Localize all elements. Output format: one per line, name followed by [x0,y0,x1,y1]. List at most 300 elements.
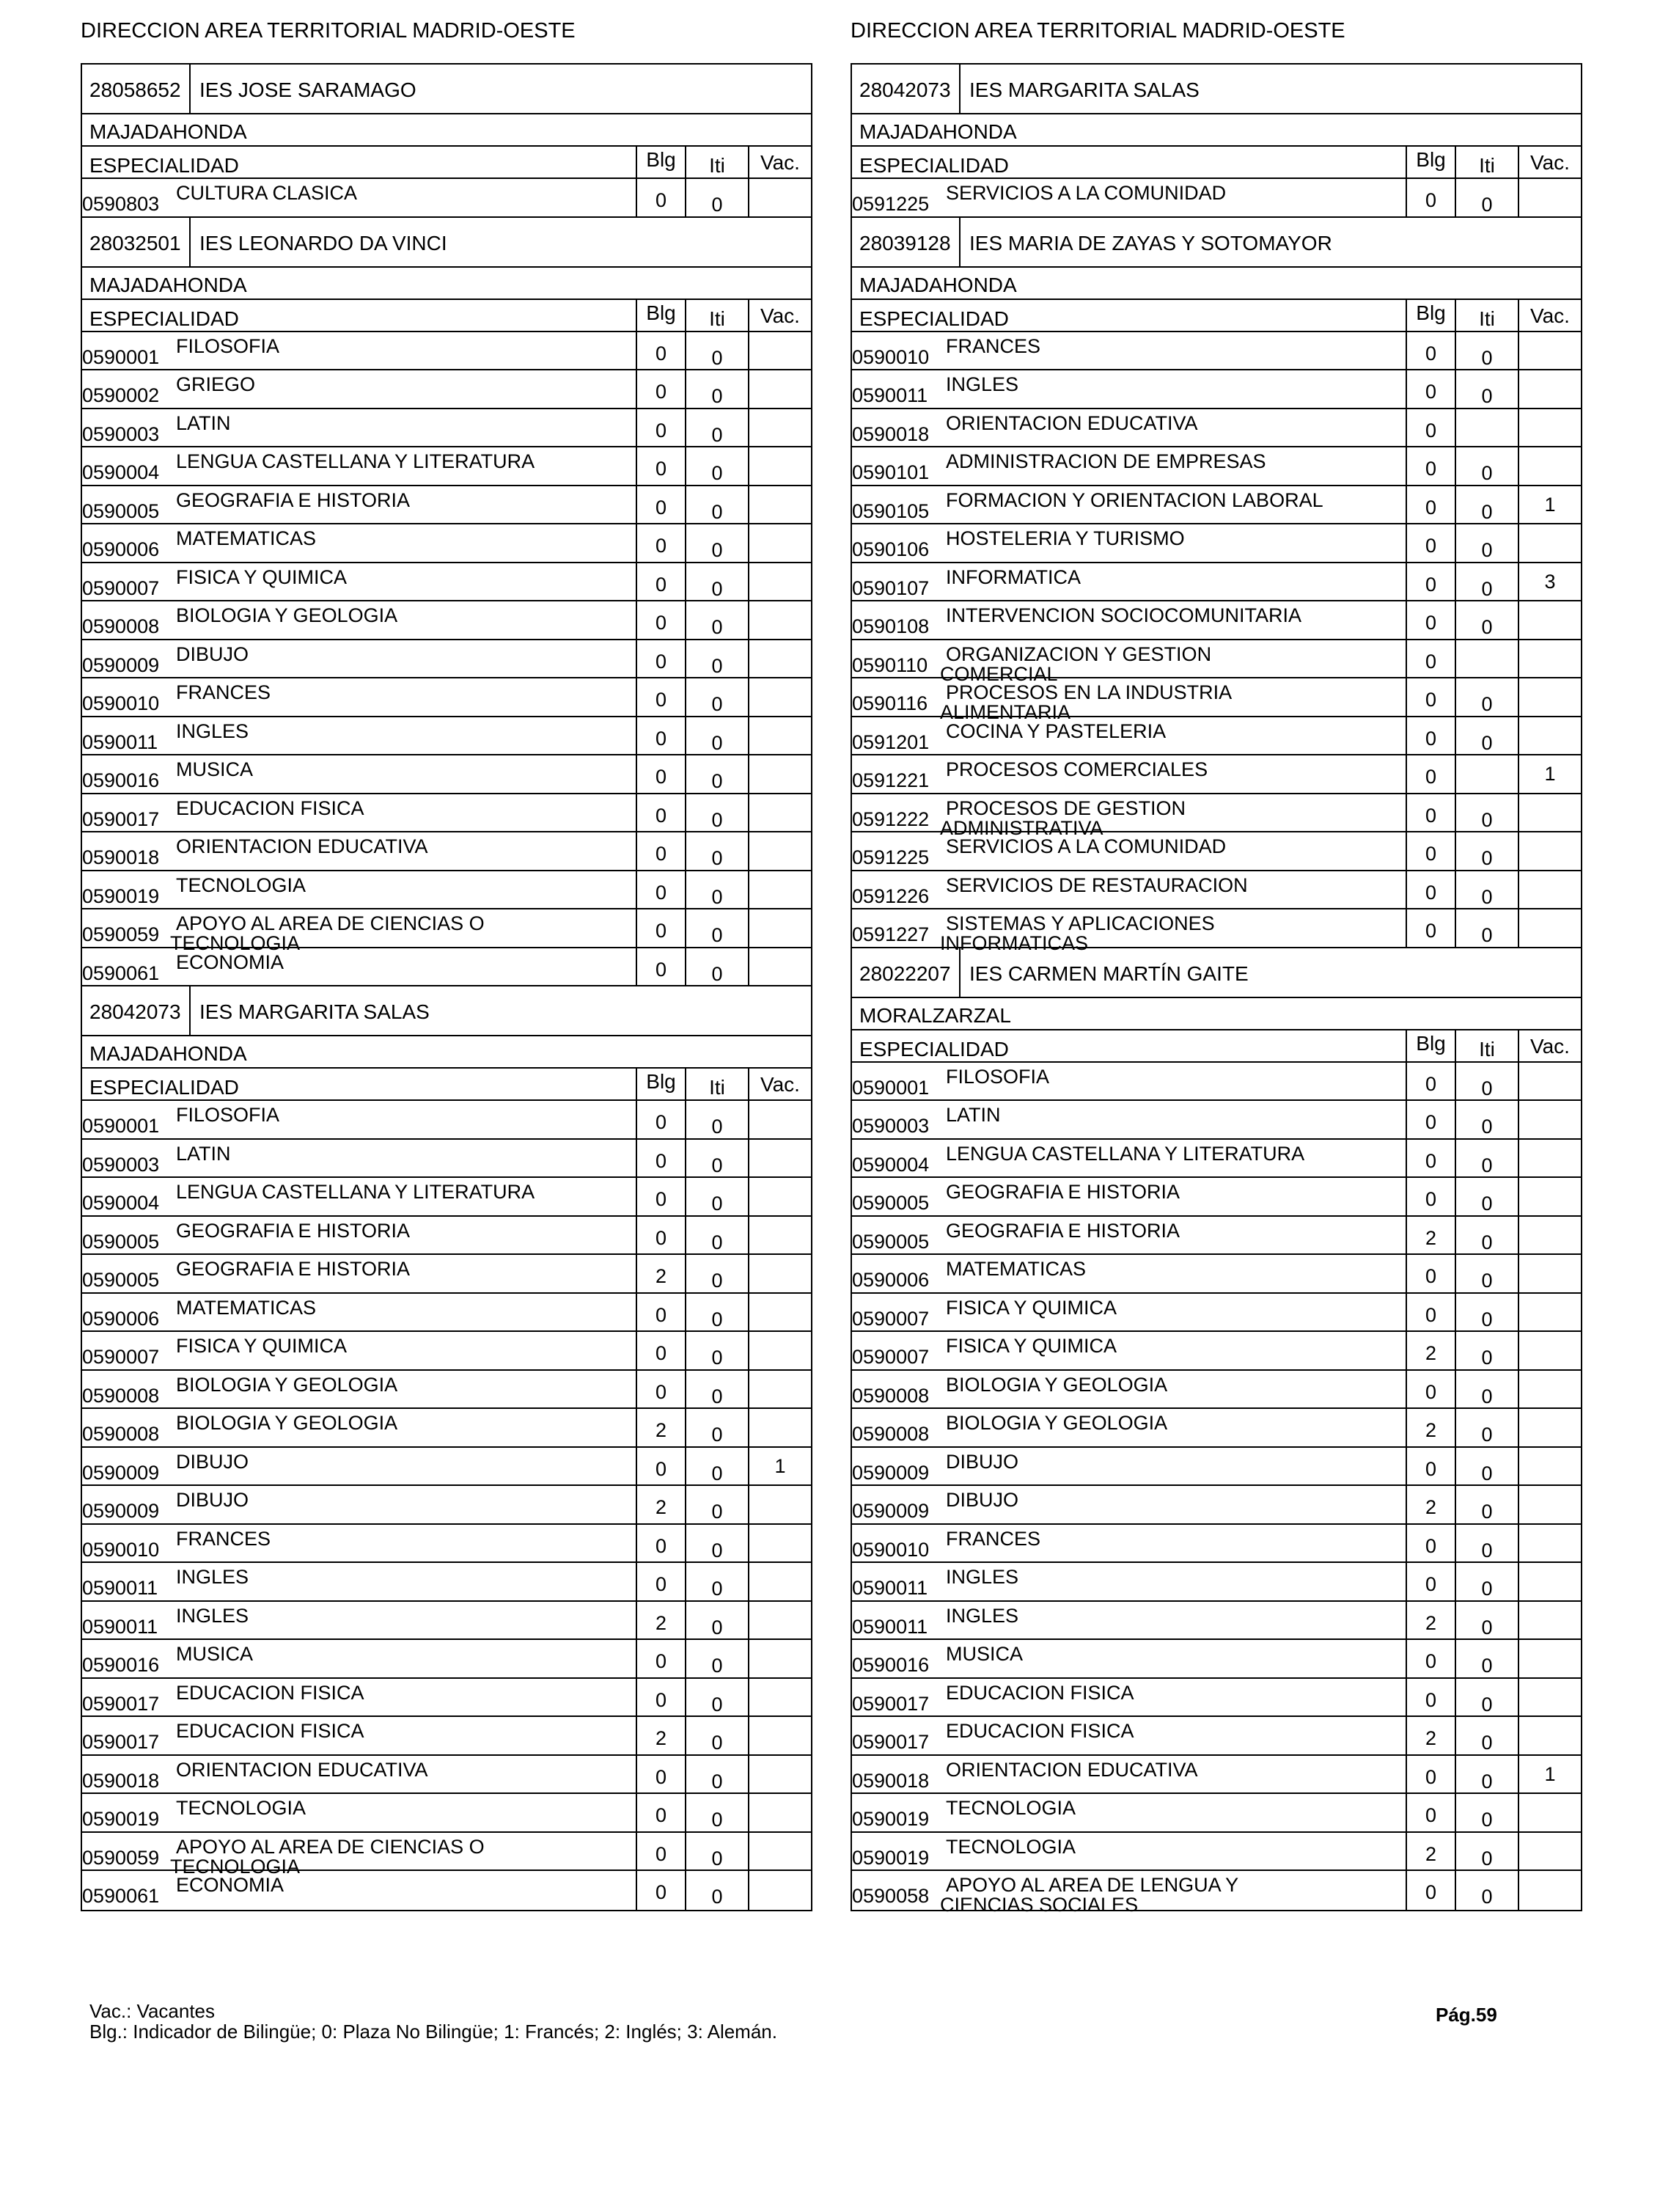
blg-value-cell [636,678,686,716]
specialty-name-line1: EDUCACION FISICA [946,1720,1134,1742]
blg-value: 0 [1425,573,1437,596]
blg-value-cell [1406,1602,1456,1639]
specialty-row [852,1217,1581,1256]
specialty-name-line1: PROCESOS EN LA INDUSTRIA [946,681,1233,703]
specialty-name [946,1182,1400,1202]
vac-value-cell [1519,1640,1581,1677]
specialty-code: 0590008 [82,615,160,637]
iti-value-cell [1456,332,1519,370]
specialty-code: 0590011 [852,1577,928,1599]
specialty-name [946,1798,1400,1818]
vac-value-cell [1519,486,1581,524]
iti-value-cell [1456,1563,1519,1600]
iti-value: 0 [711,539,723,561]
specialty-name-line1: BIOLOGIA Y GEOLOGIA [176,1412,398,1434]
specialty-code: 0591227 [852,923,930,945]
specialty-code: 0590105 [852,499,930,522]
blg-value-cell [636,1332,686,1369]
vac-value-cell [749,909,811,947]
specialty-code: 0590007 [852,1307,930,1330]
specialty-code: 0590011 [852,1615,928,1638]
blg-value-cell [636,1217,686,1254]
vac-value-cell [749,1679,811,1716]
blg-value: 0 [1425,381,1437,403]
iti-value: 0 [711,1193,723,1215]
blg-value: 0 [1425,419,1437,442]
vac-value-cell [1519,640,1581,678]
specialty-name [946,1721,1400,1741]
specialty-name [946,837,1400,857]
school-separator [189,65,191,113]
vac-value-cell [749,563,811,601]
iti-value-cell [686,832,749,870]
iti-value: 0 [711,1770,723,1792]
iti-value-cell [1456,1140,1519,1177]
specialty-row [852,486,1581,525]
specialty-code: 0590019 [82,885,160,907]
vac-value-cell [749,1794,811,1831]
blg-value: 2 [655,1419,667,1441]
blg-value: 0 [1425,843,1437,865]
blg-value: 0 [1425,612,1437,634]
specialty-name-line1: ORIENTACION EDUCATIVA [176,835,428,857]
iti-value: 0 [711,577,723,600]
specialty-name [176,837,631,857]
specialty-row [852,1294,1581,1333]
blg-value: 0 [655,1149,667,1172]
specialty-name [946,1837,1400,1857]
iti-value: 0 [1481,924,1493,946]
blg-value-cell [1406,1409,1456,1446]
specialty-code: 0590005 [82,1269,160,1291]
specialty-name [940,1874,1400,1916]
blg-value: 0 [655,1765,667,1788]
blg-value: 0 [655,920,667,942]
blg-value-cell [1406,524,1456,562]
specialty-name-line1: INGLES [946,1604,1019,1627]
specialty-row [852,1679,1581,1718]
specialty-name [946,1144,1400,1164]
vac-value-cell [1519,1525,1581,1562]
vac-value-cell [1519,1101,1581,1138]
vac-value-cell [749,640,811,678]
school-header-row [852,65,1581,114]
iti-header: Iti [1479,1037,1495,1061]
specialty-name [946,1413,1400,1433]
iti-value-cell [1456,447,1519,485]
specialty-name-line1: TECNOLOGIA [176,874,306,896]
specialty-code: 0590011 [852,384,928,406]
iti-header-cell [1456,1030,1519,1061]
blg-value-cell [636,1640,686,1677]
iti-value-cell [1456,1255,1519,1292]
specialty-name-line2: TECNOLOGIA [170,1855,301,1878]
blg-value-cell [1406,601,1456,639]
iti-value: 0 [711,616,723,638]
specialty-code: 0590019 [852,1808,930,1830]
specialty-name [176,1529,631,1549]
specialty-code: 0590001 [852,1076,930,1099]
blg-value-cell [1406,1063,1456,1100]
specialty-row [82,832,811,871]
specialty-row [82,1833,811,1878]
iti-value-cell [1456,1294,1519,1331]
specialty-code: 0590001 [82,345,160,368]
blg-value-cell [1406,179,1456,216]
specialty-row [852,640,1581,685]
specialty-code: 0590001 [82,1115,160,1137]
iti-value: 0 [711,808,723,831]
specialty-name-line1: LENGUA CASTELLANA Y LITERATURA [946,1142,1305,1165]
specialty-name [176,1375,631,1395]
specialty-row [82,1255,811,1294]
vac-value-cell [1519,1140,1581,1177]
vac-value-cell [1519,1871,1581,1910]
vac-value-cell [749,1294,811,1331]
blg-value: 0 [1425,1688,1437,1711]
blg-value: 2 [1425,1611,1437,1634]
specialty-name-line1: FRANCES [946,1527,1041,1550]
iti-value-cell [686,486,749,524]
specialty-name-line2: ADMINISTRATIVA [940,816,1103,839]
specialty-row [82,1871,811,1910]
specialty-name [176,375,631,395]
specialty-code: 0590016 [82,769,160,791]
blg-value: 0 [655,1534,667,1557]
iti-header-cell [1456,147,1519,177]
blg-value: 0 [1425,189,1437,211]
iti-value-cell [1456,524,1519,562]
vac-value-cell [749,1448,811,1485]
iti-value: 0 [1481,1539,1493,1561]
specialty-name [176,1336,631,1356]
blg-value-cell [636,1255,686,1292]
iti-value: 0 [711,770,723,792]
iti-value: 0 [711,1308,723,1330]
vac-value-cell [1519,1217,1581,1254]
vac-value-cell [1519,1679,1581,1716]
iti-value-cell [686,1717,749,1754]
blg-value: 0 [1425,1149,1437,1172]
vac-value-cell [749,1756,811,1793]
specialty-code: 0590016 [82,1654,160,1676]
specialty-row [852,179,1581,218]
vac-value-cell [1519,909,1581,947]
blg-header-cell [1406,1030,1456,1061]
blg-header: Blg [646,301,676,324]
specialty-name [946,334,1400,357]
specialty-row [82,1563,811,1602]
specialty-name-line1: ORIENTACION EDUCATIVA [176,1758,428,1781]
specialty-name [946,1683,1400,1703]
specialty-row [82,332,811,371]
specialty-row [852,1602,1581,1641]
blg-value: 0 [655,804,667,827]
iti-value: 0 [711,423,723,446]
iti-value-cell [1456,563,1519,601]
iti-value: 0 [1481,1732,1493,1754]
blg-value-cell [1406,1756,1456,1793]
blg-value: 0 [655,612,667,634]
specialty-name [946,876,1400,896]
specialty-code: 0590017 [82,807,160,830]
iti-value: 0 [1481,1424,1493,1446]
especialidad-header: ESPECIALIDAD [89,154,239,177]
blg-value-cell [636,1756,686,1793]
iti-value: 0 [711,346,723,369]
specialty-name [176,760,631,780]
specialty-name [176,529,631,549]
iti-value: 0 [1481,1616,1493,1638]
vac-value-cell [749,486,811,524]
iti-value-cell [686,717,749,755]
specialty-name-line1: GEOGRAFIA E HISTORIA [176,488,411,511]
iti-value: 0 [1481,1154,1493,1176]
vac-value-cell [749,794,811,832]
iti-value-cell [1456,1679,1519,1716]
specialty-name-line1: SISTEMAS Y APLICACIONES [946,912,1215,934]
school-separator [959,65,961,113]
blg-value: 0 [1425,1188,1437,1210]
blg-value-cell [636,409,686,447]
specialty-name-line1: GEOGRAFIA E HISTORIA [946,1181,1180,1203]
iti-value: 0 [711,654,723,677]
column-header-row [82,1069,811,1101]
specialty-name [946,1567,1400,1587]
column-header-row [852,300,1581,332]
iti-value-cell [686,1833,749,1870]
specialty-name-line1: LATIN [176,1142,231,1165]
specialty-name-line1: CULTURA CLASICA [176,182,358,204]
iti-value: 0 [1481,1501,1493,1523]
town-row [852,114,1581,147]
blg-value: 0 [1425,535,1437,557]
vac-value-cell [749,1371,811,1408]
specialty-code: 0590002 [82,384,160,406]
blg-value-cell [1406,1448,1456,1485]
specialty-name [176,1413,631,1433]
specialty-name-line1: TECNOLOGIA [946,1797,1076,1819]
specialty-code: 0591222 [852,807,930,830]
blg-value: 0 [655,1842,667,1865]
blg-value: 0 [1425,689,1437,711]
iti-value-cell [686,332,749,370]
blg-header: Blg [646,148,676,171]
specialty-name [946,1067,1400,1087]
specialty-row [852,717,1581,756]
specialty-row [82,1178,811,1217]
specialty-name-line1: ECONOMIA [176,951,284,973]
specialty-row [852,524,1581,563]
school-name: IES MARGARITA SALAS [969,78,1200,101]
blg-value-cell [636,1140,686,1177]
blg-value-cell [1406,1717,1456,1754]
specialty-row [852,601,1581,640]
specialty-row [852,832,1581,871]
specialty-name-line2: COMERCIAL [940,662,1058,685]
iti-value: 0 [711,1424,723,1446]
specialty-name [946,1221,1400,1241]
blg-value-cell [636,1178,686,1215]
iti-value: 0 [1481,500,1493,523]
specialty-name-line1: MUSICA [176,1643,254,1665]
specialty-name-line1: FISICA Y QUIMICA [176,1335,348,1357]
iti-value: 0 [1481,1693,1493,1715]
specialty-row [852,1409,1581,1448]
specialty-row [852,1101,1581,1140]
iti-value-cell [1456,1717,1519,1754]
specialty-row [852,755,1581,794]
specialty-code: 0590017 [852,1692,930,1715]
iti-value-cell [686,1178,749,1215]
vac-value: 3 [1544,570,1556,593]
blg-value: 0 [655,1804,667,1826]
specialty-row [82,1101,811,1140]
specialty-name [176,334,631,357]
vac-value-cell [749,755,811,793]
town-name: MAJADAHONDA [859,120,1017,143]
iti-value-cell [1456,409,1519,447]
iti-value-cell [686,1371,749,1408]
specialty-name-line1: FISICA Y QUIMICA [946,1335,1117,1357]
specialty-name-line1: GEOGRAFIA E HISTORIA [176,1258,411,1280]
specialty-code: 0590003 [82,422,160,445]
school-code: 28058652 [89,78,181,101]
specialty-name [946,760,1400,780]
specialty-name-line1: BIOLOGIA Y GEOLOGIA [176,1373,398,1396]
blg-value-cell [636,871,686,909]
iti-value-cell [1456,601,1519,639]
iti-value-cell [686,179,749,216]
blg-value: 0 [655,1688,667,1711]
school-header-row [852,948,1581,998]
iti-value-cell [1456,486,1519,524]
vac-value-cell [1519,1063,1581,1100]
specialty-name-line1: FILOSOFIA [176,334,280,357]
specialty-name-line2: ALIMENTARIA [940,701,1071,723]
blg-value: 0 [1425,1765,1437,1788]
town-row [82,268,811,300]
blg-value-cell [1406,832,1456,870]
vac-value-cell [749,717,811,755]
iti-value: 0 [711,693,723,715]
specialty-code: 0590003 [82,1153,160,1176]
vac-header-cell [1519,300,1581,331]
vac-value-cell [1519,370,1581,408]
specialty-name-line1: EDUCACION FISICA [176,1681,364,1704]
specialty-name-line1: BIOLOGIA Y GEOLOGIA [946,1412,1168,1434]
iti-value: 0 [1481,885,1493,908]
blg-value: 0 [655,189,667,211]
blg-value: 0 [655,650,667,673]
vac-header: Vac. [1530,304,1570,327]
specialty-row [82,370,811,409]
iti-value-cell [1456,871,1519,909]
town-name: MAJADAHONDA [89,1042,247,1065]
iti-value: 0 [1481,539,1493,561]
vac-value-cell [1519,601,1581,639]
iti-value: 0 [711,847,723,869]
blg-header: Blg [646,1070,676,1093]
specialty-name-line1: DIBUJO [176,1489,249,1511]
specialty-name [176,1875,631,1895]
blg-value: 0 [655,1380,667,1403]
blg-value-cell [636,1101,686,1138]
specialty-name [176,1105,631,1125]
specialty-row [82,1448,811,1487]
specialty-name-line1: PROCESOS COMERCIALES [946,758,1208,780]
blg-value: 0 [1425,1650,1437,1672]
specialty-row [852,1178,1581,1217]
specialty-name [176,1606,631,1626]
specialty-name-line1: GRIEGO [176,373,256,395]
school-name: IES CARMEN MARTÍN GAITE [969,962,1249,985]
blg-header-cell [636,1069,686,1099]
specialty-name-line2: CIENCIAS SOCIALES [940,1894,1139,1916]
blg-value-cell [636,832,686,870]
specialty-row [82,1332,811,1371]
specialty-code: 0590011 [82,1615,158,1638]
vac-value-cell [1519,717,1581,755]
specialty-name-line1: TECNOLOGIA [946,1835,1076,1858]
vac-value-cell [749,1602,811,1639]
blg-value: 0 [1425,1534,1437,1557]
specialty-name [176,1182,631,1202]
specialty-code: 0591225 [852,193,930,215]
specialty-name-line1: EDUCACION FISICA [176,796,364,819]
specialty-row [852,794,1581,839]
vac-value-cell [1519,1602,1581,1639]
iti-value-cell [686,678,749,716]
specialty-row [852,1448,1581,1487]
iti-value-cell [686,1794,749,1831]
iti-value-cell [686,948,749,986]
specialty-code: 0590106 [852,538,930,560]
specialty-name [176,1683,631,1703]
specialty-name-line1: INTERVENCION SOCIOCOMUNITARIA [946,604,1302,626]
specialty-name-line1: PROCESOS DE GESTION [946,796,1186,819]
iti-value: 0 [1481,346,1493,369]
specialty-name-line1: DIBUJO [176,1450,249,1473]
iti-value-cell [686,1294,749,1331]
specialty-code: 0590007 [852,1346,930,1368]
specialty-row [852,1371,1581,1410]
specialty-name [176,876,631,896]
iti-value-cell [1456,1640,1519,1677]
specialty-row [852,909,1581,954]
iti-value: 0 [1481,1231,1493,1253]
column-header-row [82,147,811,179]
blg-value-cell [1406,1294,1456,1331]
iti-value-cell [686,1756,749,1793]
specialty-row [82,601,811,640]
specialty-name [176,796,631,819]
iti-header-cell [686,1069,749,1099]
iti-value-cell [1456,1063,1519,1100]
specialty-name [176,565,631,588]
specialty-code: 0590005 [852,1192,930,1214]
iti-value: 0 [1481,808,1493,831]
vac-value-cell [1519,447,1581,485]
blg-header: Blg [1416,301,1446,324]
iti-value: 0 [1481,731,1493,754]
iti-value: 0 [1481,1886,1493,1908]
blg-value: 0 [1425,1380,1437,1403]
blg-value-cell [1406,1371,1456,1408]
specialty-name-line1: DIBUJO [946,1450,1019,1473]
school-header-row [82,65,811,114]
specialty-name-line1: TECNOLOGIA [176,1797,306,1819]
